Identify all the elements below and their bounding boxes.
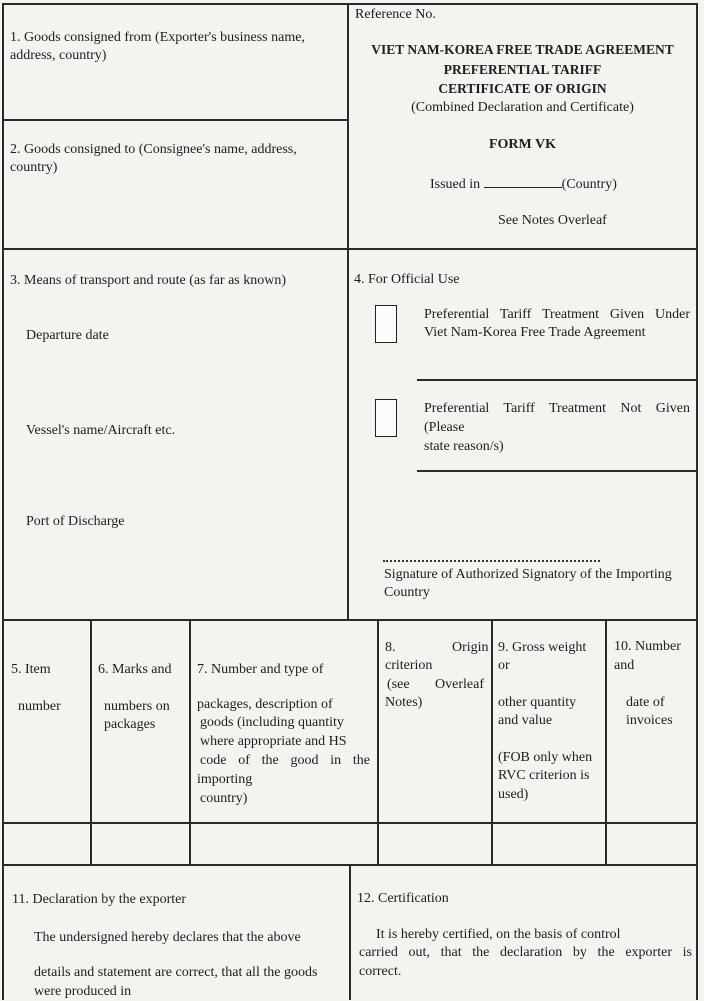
issued-in-country-field[interactable]: [484, 175, 562, 188]
box12-text-1: It is hereby certified, on the basis of control: [376, 927, 621, 942]
box2-label-2: country): [10, 160, 58, 175]
col9-line-1: 9. Gross weight: [498, 640, 587, 655]
col10-line-3: date of: [626, 695, 665, 710]
col-divider-2: [189, 620, 191, 865]
col10-line-2: and: [614, 658, 635, 673]
signature-label-1: Signature of Authorized Signatory of the Importing: [384, 567, 672, 582]
col6-line-3: packages: [104, 717, 156, 732]
border-left: [2, 3, 4, 1000]
col8-line-2: criterion: [385, 658, 433, 673]
box4-label: 4. For Official Use: [354, 272, 460, 287]
departure-date-label: Departure date: [26, 328, 109, 343]
issued-in: [430, 175, 617, 194]
col7-line-6: importing: [197, 772, 253, 787]
port-of-discharge-label: Port of Discharge: [26, 514, 125, 529]
col8-line-3: (see Overleaf: [387, 677, 484, 692]
divider-bottom-middle: [349, 865, 351, 1000]
box12-label: 12. Certification: [357, 891, 449, 906]
col9-line-5: (FOB only when: [498, 750, 593, 765]
divider-row2: [2, 248, 698, 250]
col-divider-1: [90, 620, 92, 865]
signature-label-2: Country: [384, 585, 430, 600]
issued-in-suffix: (Country): [561, 177, 617, 192]
col9-line-2: or: [498, 658, 510, 673]
box11-text-1: The undersigned hereby declares that the above: [34, 930, 301, 945]
issued-in-prefix: Issued in: [430, 177, 481, 192]
col7-line-7: country): [200, 791, 248, 806]
divider-header-row: [2, 822, 698, 824]
subtitle: (Combined Declaration and Certificate): [411, 100, 634, 115]
treatment-not-given-line-3: state reason/s): [424, 439, 504, 454]
form-name: FORM VK: [488, 137, 556, 152]
border-right: [696, 3, 698, 1000]
treatment-given-line-1: Preferential Tariff Treatment Given Under: [424, 307, 690, 322]
col10-line-1: 10. Number: [614, 639, 681, 654]
title-line-1: VIET NAM-KOREA FREE TRADE AGREEMENT: [371, 42, 674, 57]
border-top: [2, 3, 698, 5]
col9-line-6: RVC criterion is: [498, 768, 590, 783]
box11-text-3: were produced in: [34, 984, 132, 999]
col7-line-5: code of the good in the: [200, 753, 370, 768]
col9-line-3: other quantity: [498, 695, 577, 710]
box11-label: 11. Declaration by the exporter: [12, 892, 187, 907]
col8-line-1a: 8.: [385, 640, 396, 655]
box11-text-2: details and statement are correct, that all the goods: [34, 965, 318, 980]
col-divider-5: [605, 620, 607, 865]
box1-label-1: 1. Goods consigned from (Exporter's business name,: [10, 30, 305, 45]
col7-line-4: where appropriate and HS: [200, 734, 347, 749]
col10-line-4: invoices: [626, 713, 673, 728]
col8-line-4: Notes): [385, 695, 423, 710]
col9-line-4: and value: [498, 713, 553, 728]
box12-text-3: correct.: [359, 964, 402, 979]
box1-label-2: address, country): [10, 48, 107, 63]
col8-line-1b: Origin: [452, 640, 489, 655]
vessel-name-label: Vessel's name/Aircraft etc.: [26, 423, 176, 438]
col5-line-2: number: [18, 699, 61, 714]
divider-box1-box2: [2, 119, 347, 121]
title-line-2: PREFERENTIAL TARIFF: [443, 62, 602, 77]
col7-line-3: goods (including quantity: [200, 715, 344, 730]
reference-no-label: Reference No.: [355, 7, 436, 22]
col7-line-1: 7. Number and type of: [197, 662, 324, 677]
title-line-3: CERTIFICATE OF ORIGIN: [438, 81, 607, 96]
col-divider-4: [491, 620, 493, 865]
treatment-given-line-2: Viet Nam-Korea Free Trade Agreement: [424, 325, 646, 340]
box12-text-2: carried out, that the declaration by the exporter is: [359, 945, 692, 960]
box4-line-1: [417, 379, 697, 381]
box3-label: 3. Means of transport and route (as far as known): [10, 273, 287, 288]
box2-label-1: 2. Goods consigned to (Consignee's name, address,: [10, 142, 297, 157]
treatment-given-checkbox[interactable]: [375, 305, 397, 343]
treatment-not-given-checkbox[interactable]: [375, 399, 397, 437]
col6-line-1: 6. Marks and: [98, 662, 172, 677]
col-divider-3: [377, 620, 379, 865]
divider-row3: [2, 619, 698, 621]
col6-line-2: numbers on: [104, 699, 170, 714]
col9-line-7: used): [498, 787, 529, 802]
col5-line-1: 5. Item: [11, 662, 51, 677]
box4-line-2: [417, 470, 697, 472]
treatment-not-given-line-2: (Please: [424, 420, 465, 435]
see-notes: See Notes Overleaf: [498, 213, 607, 228]
treatment-not-given-line-1: Preferential Tariff Treatment Not Given: [424, 401, 690, 416]
signature-line: [383, 560, 600, 562]
col7-line-2: packages, description of: [197, 697, 333, 712]
